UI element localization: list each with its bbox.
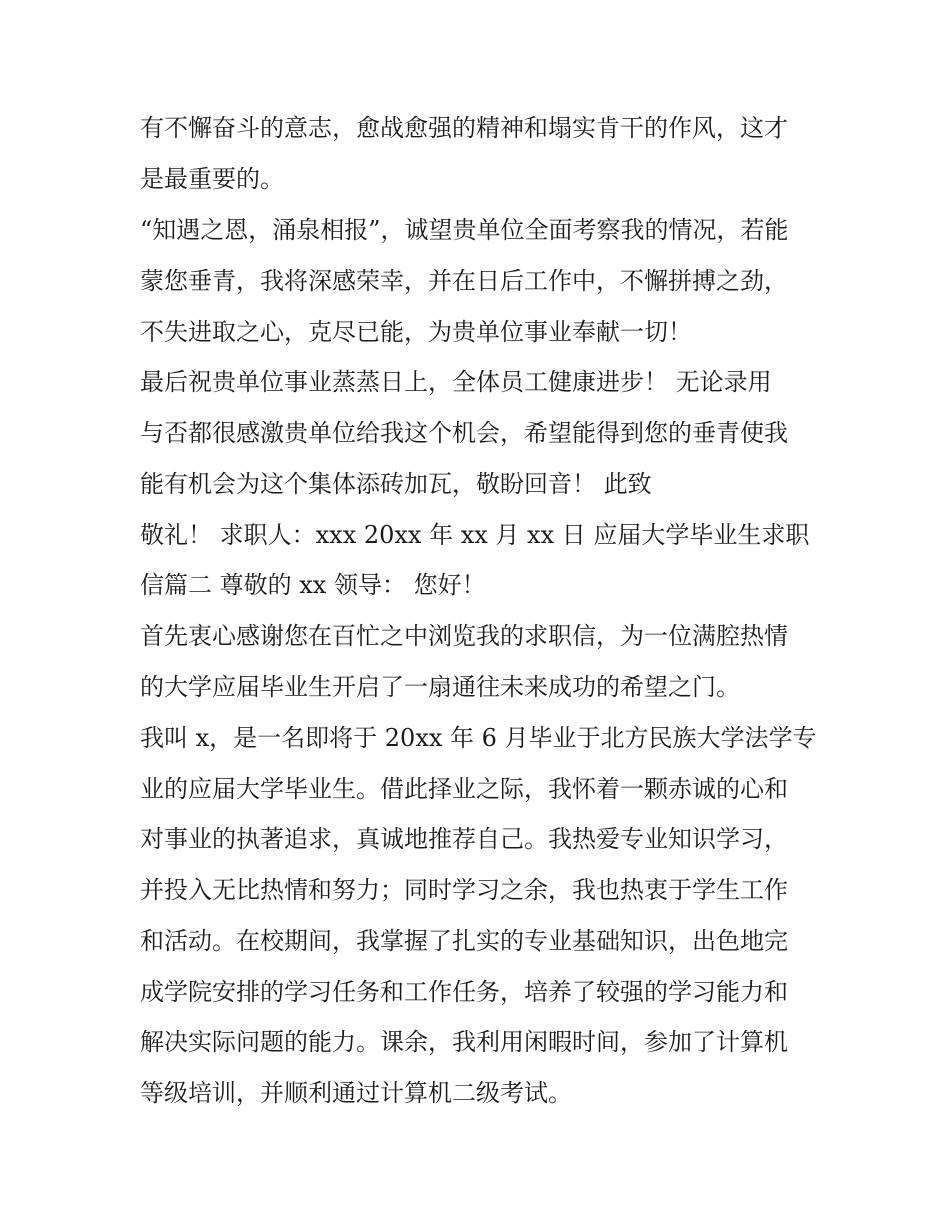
text-line: 信篇二 尊敬的 xx 领导： 您好！ bbox=[140, 571, 486, 599]
text-line: 与否都很感激贵单位给我这个机会，希望能得到您的垂青使我 bbox=[140, 419, 788, 447]
text-line: 我叫 x，是一名即将于 20xx 年 6 月毕业于北方民族大学法学专 bbox=[140, 724, 817, 752]
text-line: 不失进取之心，克尽已能，为贵单位事业奉献一切！ bbox=[140, 318, 692, 346]
text-line: 并投入无比热情和努力；同时学习之余，我也热衷于学生工作 bbox=[140, 876, 788, 904]
text-line: 敬礼！ 求职人：xxx 20xx 年 xx 月 xx 日 应届大学毕业生求职 bbox=[140, 521, 810, 549]
text-line: 最后祝贵单位事业蒸蒸日上，全体员工健康进步！ 无论录用 bbox=[140, 368, 772, 396]
text-line: 首先衷心感谢您在百忙之中浏览我的求职信，为一位满腔热情 bbox=[140, 622, 788, 650]
text-line: 蒙您垂青，我将深感荣幸，并在日后工作中，不懈拼搏之劲， bbox=[140, 267, 788, 295]
text-line: 有不懈奋斗的意志，愈战愈强的精神和塌实肯干的作风，这才 bbox=[140, 114, 788, 142]
text-line: 成学院安排的学习任务和工作任务，培养了较强的学习能力和 bbox=[140, 978, 788, 1006]
text-line: 的大学应届毕业生开启了一扇通往未来成功的希望之门。 bbox=[140, 673, 740, 701]
text-line: 对事业的执著追求，真诚地推荐自己。我热爱专业知识学习， bbox=[140, 825, 788, 853]
text-line: 等级培训，并顺利通过计算机二级考试。 bbox=[140, 1079, 572, 1107]
text-line: 能有机会为这个集体添砖加瓦，敬盼回音！ 此致 bbox=[140, 470, 652, 498]
text-line: 业的应届大学毕业生。借此择业之际，我怀着一颗赤诚的心和 bbox=[140, 775, 788, 803]
text-line: “知遇之恩，涌泉相报”，诚望贵单位全面考察我的情况，若能 bbox=[140, 216, 789, 244]
text-line: 是最重要的。 bbox=[140, 165, 284, 193]
text-line: 和活动。在校期间，我掌握了扎实的专业基础知识，出色地完 bbox=[140, 927, 788, 955]
text-line: 解决实际问题的能力。课余，我利用闲暇时间，参加了计算机 bbox=[140, 1028, 788, 1056]
